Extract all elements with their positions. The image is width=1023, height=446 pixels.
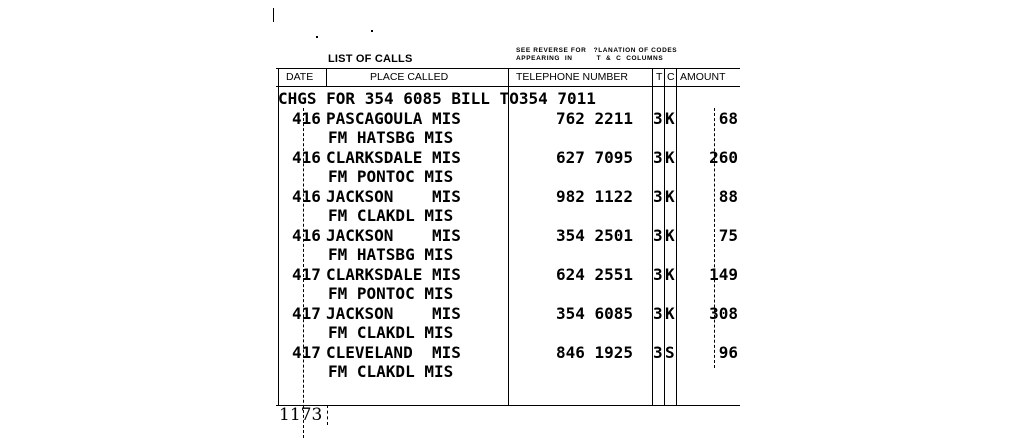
- call-list-form: [276, 0, 740, 446]
- header-telephone-number: TELEPHONE NUMBER: [516, 71, 629, 83]
- call-amount: 88: [718, 187, 738, 206]
- call-t-code: 3: [653, 343, 663, 362]
- call-date: 417: [292, 304, 321, 323]
- call-c-code: S: [665, 343, 675, 362]
- call-amount: 96: [718, 343, 738, 362]
- call-date: 417: [292, 265, 321, 284]
- call-origin: FM CLAKDL MIS: [328, 206, 454, 225]
- call-place: CLARKSDALE MIS: [326, 265, 461, 284]
- call-date: 417: [292, 343, 321, 362]
- charges-line: CHGS FOR 354 6085 BILL TO354 7011: [278, 89, 596, 108]
- call-c-code: K: [665, 304, 675, 323]
- form-title: LIST OF CALLS: [328, 53, 413, 65]
- scan-speck: [371, 30, 373, 32]
- call-telephone: 624 2551: [556, 265, 634, 284]
- call-date: 416: [292, 226, 321, 245]
- call-date: 416: [292, 148, 321, 167]
- call-c-code: K: [665, 265, 675, 284]
- call-telephone: 762 2211: [556, 109, 634, 128]
- call-t-code: 3: [653, 148, 663, 167]
- place-column-divider: [508, 68, 509, 406]
- call-amount: 260: [709, 148, 738, 167]
- call-c-code: K: [665, 187, 675, 206]
- call-date: 416: [292, 187, 321, 206]
- scan-speck: [316, 36, 318, 38]
- header-place-called: PLACE CALLED: [370, 71, 449, 83]
- call-date: 416: [292, 109, 321, 128]
- call-place: JACKSON MIS: [326, 187, 461, 206]
- call-telephone: 982 1122: [556, 187, 634, 206]
- date-column-divider: [326, 68, 327, 86]
- header-t: T: [656, 71, 663, 83]
- call-c-code: K: [665, 109, 675, 128]
- call-t-code: 3: [653, 109, 663, 128]
- call-amount: 68: [718, 109, 738, 128]
- call-place: CLEVELAND MIS: [326, 343, 461, 362]
- call-t-code: 3: [653, 226, 663, 245]
- codes-note: SEE REVERSE FOR ?LANATION OF CODES APPEARING IN T & C COLUMNS: [516, 47, 678, 62]
- call-place: CLARKSDALE MIS: [326, 148, 461, 167]
- call-telephone: 627 7095: [556, 148, 634, 167]
- footer-dash: [327, 405, 328, 425]
- call-c-code: K: [665, 226, 675, 245]
- call-telephone: 354 6085: [556, 304, 634, 323]
- left-border: [278, 68, 279, 406]
- call-place: PASCAGOULA MIS: [326, 109, 461, 128]
- call-origin: FM CLAKDL MIS: [328, 362, 454, 381]
- call-origin: FM HATSBG MIS: [328, 128, 454, 147]
- header-date: DATE: [286, 71, 314, 83]
- call-origin: FM PONTOC MIS: [328, 167, 454, 186]
- call-origin: FM CLAKDL MIS: [328, 323, 454, 342]
- call-t-code: 3: [653, 304, 663, 323]
- scan-mark: [273, 8, 274, 22]
- call-telephone: 846 1925: [556, 343, 634, 362]
- call-t-code: 3: [653, 187, 663, 206]
- call-place: JACKSON MIS: [326, 226, 461, 245]
- call-place: JACKSON MIS: [326, 304, 461, 323]
- call-origin: FM PONTOC MIS: [328, 284, 454, 303]
- call-t-code: 3: [653, 265, 663, 284]
- header-amount: AMOUNT: [680, 71, 726, 83]
- call-c-code: K: [665, 148, 675, 167]
- footer-number: 1173: [279, 405, 323, 425]
- call-amount: 149: [709, 265, 738, 284]
- call-origin: FM HATSBG MIS: [328, 245, 454, 264]
- call-amount: 308: [709, 304, 738, 323]
- call-telephone: 354 2501: [556, 226, 634, 245]
- call-amount: 75: [718, 226, 738, 245]
- header-c: C: [667, 71, 675, 83]
